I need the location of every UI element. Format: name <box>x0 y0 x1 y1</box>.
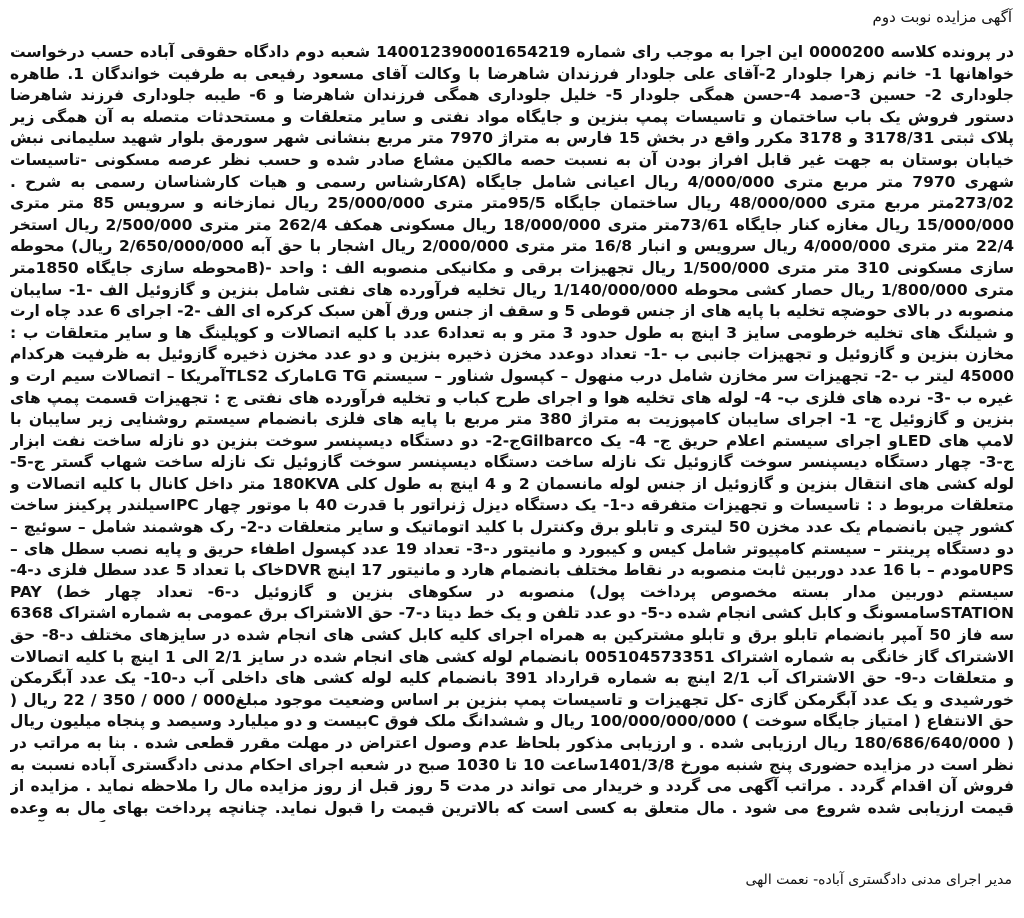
signature-line: مدیر اجرای مدنی دادگستری آباده- نعمت الهی <box>745 872 1012 888</box>
notice-title: آگهی مزایده نوبت دوم <box>872 8 1012 26</box>
notice-body-text: در پرونده کلاسه 0000200 این اجرا به موجب رای شماره 140012390001654219 شعبه دوم دادگاه حقوقی آباده حسب درخواست خواهانها 1- خانم زهرا جلودار 2-آقای علی جلودار فرزندان شاهرضا با وکالت آقای مسعود رفیعی به طرفیت خواندگان 1. طاهره جلوداری 2- حسین 3-صمد 4-حسن همگی جلودار 5- خلیل جلوداری همگی فرزندان شاهرضا و 6- طیبه جلوداری فرزند شاهرضا دستور فروش یک باب ساختمان و تاسیسات پمپ بنزین و جایگاه مواد نفتی و سایر متعلقات و مستحدثات متصله به آن همگی زیر پلاک ثبتی 3178/31 و 3178 مکرر واقع در بخش 15 فارس به متراژ 7970 متر مربع بنشانی شهر سورمق بلوار شهید سلیمانی نبش خیابان بوستان به جهت غیر قابل افراز بودن آن به نسبت حصه مالکین مشاع صادر شده و حسب نظر عرصه مسکونی -تاسیسات شهری 7970 متر مربع متری 4/000/000 ریال اعیانی شامل جایگاه (Aکارشناس رسمی و هیات کارشناسان رسمی به شرح . 273/02متر مربع متری 48/000/000 ریال ساختمان جایگاه 95/5متر متری 25/000/000 ریال نمازخانه و سرویس 85 متر متری 15/000/000 ریال مغازه کنار جایگاه 73/61متر متری 18/000/000 ریال مسکونی همکف 262/4 متر متری 2/500/000 ریال استخر 22/4 متر متری 4/000/000 ریال سرویس و انبار 16/8 متر متری 2/000/000 ریال اشجار با حق آبه 2/650/000/000 ریال) محوطه سازی مسکونی 310 متر متری 1/500/000 ریال تجهیزات برقی و مکانیکی منصوبه الف : واحد -(Bمحوطه سازی جایگاه 1850متر متری 1/800/000 ریال حصار کشی محوطه 1/140/000/000 ریال تخلیه فرآورده های نفتی شامل بنزین و گازوئیل الف -1- سایبان منصوبه در بالای حوضچه تخلیه با پایه های از جنس قوطی 5 و سقف از جنس ورق آهن سبک کرکره ای الف -2- اجرای 6 عدد چاه ارت و شیلنگ های تخلیه خرطومی سایز 3 اینچ به طول حدود 3 متر و به تعداد6 عدد با کلیه اتصالات و کوپلینگ ها و سایر متعلقات ب : مخازن بنزین و گازوئیل و تجهیزات جانبی ب -1- تعداد دوعدد مخزن ذخیره بنزین و دو عدد مخزن ذخیره گازوئیل به ظرفیت هرکدام 45000 لیتر ب -2- تجهیزات سر مخازن شامل درب منهول – کپسول شناور – سیستم LG TGمارک TLS2آمریکا – اتصالات سیم ارت و غیره ب -3- نرده های فلزی ب- 4- لوله های تخلیه هوا و اجرای طرح کباب و تخلیه فرآورده های نفتی ج : تجهیزات قسمت پمپ های بنزین و گازوئیل ج- 1- اجرای سایبان کامپوزیت به متراژ 380 متر مربع با پایه های فلزی بانضمام سیستم روشنایی زیر سایبان با لامپ های LEDو اجرای سیستم اعلام حریق ج- 4- یک Gilbarcoج-2- دو دستگاه دیسپنسر سوخت بنزین دو نازله ساخت نفت ابزار ج-3- چهار دستگاه دیسپنسر سوخت گازوئیل تک نازله ساخت دستگاه دیسپنسر سوخت گازوئیل تک نازله ساخت شهاب گستر ج-5- لوله کشی های انتقال بنزین و گازوئیل از جنس لوله مانسمان 2 و 4 اینچ به طول کلی 180KVA متر داخل کانال با کلیه اتصالات و متعلقات مربوط د : تاسیسات و تجهیزات متفرقه د-1- یک دستگاه دیزل ژنراتور با قدرت 40 با موتور چهار IPCسیلندر پرکینز ساخت کشور چین بانضمام یک عدد مخزن 50 لیتری و تابلو برق وکنترل با کلید اتوماتیک و سایر متعلقات د-2- رک هوشمند شامل – سوئیچ – دو دستگاه پرینتر – سیستم کامپیوتر شامل کیس و کیبورد و مانیتور د-3- تعداد 19 عدد کپسول اطفاء حریق و پایه نصب سطل های – UPSمودم – با 16 عدد دوربین ثابت منصوبه در نقاط مختلف بانضمام هارد و مانیتور 17 اینچ DVRخاک با تعداد 5 عدد سطل فلزی د-4- سیستم دوربین مدار بسته مخصوص پرداخت پول) منصوبه در سکوهای بنزین و گازوئیل د-6- تعداد چهار خط) PAY STATIONسامسونگ و کابل کشی انجام شده د-5- دو عدد تلفن و یک خط دیتا د-7- حق الاشتراک برق عمومی به شماره اشتراک 6368 سه فاز 50 آمپر بانضمام تابلو برق و تابلو مشترکین به همراه اجرای کلیه کابل کشی های انجام شده در سایزهای مختلف د-8- حق الاشتراک گاز خانگی به شماره اشتراک 005104573351 بانضمام لوله کشی های انجام شده در سایز 2/1 الی 1 اینچ با کلیه اتصالات و متعلقات د-9- حق الاشتراک آب 2/1 اینچ به شماره قرارداد 391 بانضمام کلیه لوله کشی های داخلی آب د-10- یک عدد آبگرمکن خورشیدی و یک عدد آبگرمکن گازی -کل تجهیزات و تاسیسات پمپ بنزین بر اساس وضعیت موجود مبلغ000 / 000 / 350 / 22 ریال ( حق الانتفاع ( امتیاز جایگاه سوخت ) 100/000/000/000 ریال و ششدانگ ملک فوق Cبیست و دو میلیارد وسیصد و پنجاه میلیون ریال ( 180/686/640/000 ریال ارزیابی شده . و ارزیابی مذکور بلحاظ عدم وصول اعتراض در مهلت مقرر قطعی شده . بنا به مراتب در نظر است در مزایده حضوری پنج شنبه مورخ 1401/3/8ساعت 10 تا 1030 صبح در شعبه اجرای احکام مدنی دادگستری آباده نسبت به فروش آن اقدام گردد . مراتب آگهی می گردد و خریدار می تواند در مدت 5 روز قبل از روز مزایده مال را ملاحظه نماید . مزایده از قیمت ارزیابی شده شروع می شود . مال متعلق به کسی است که بالاترین قیمت را قبول نماید. چنانچه پرداخت بهای مال به وعده <box>10 43 1014 817</box>
